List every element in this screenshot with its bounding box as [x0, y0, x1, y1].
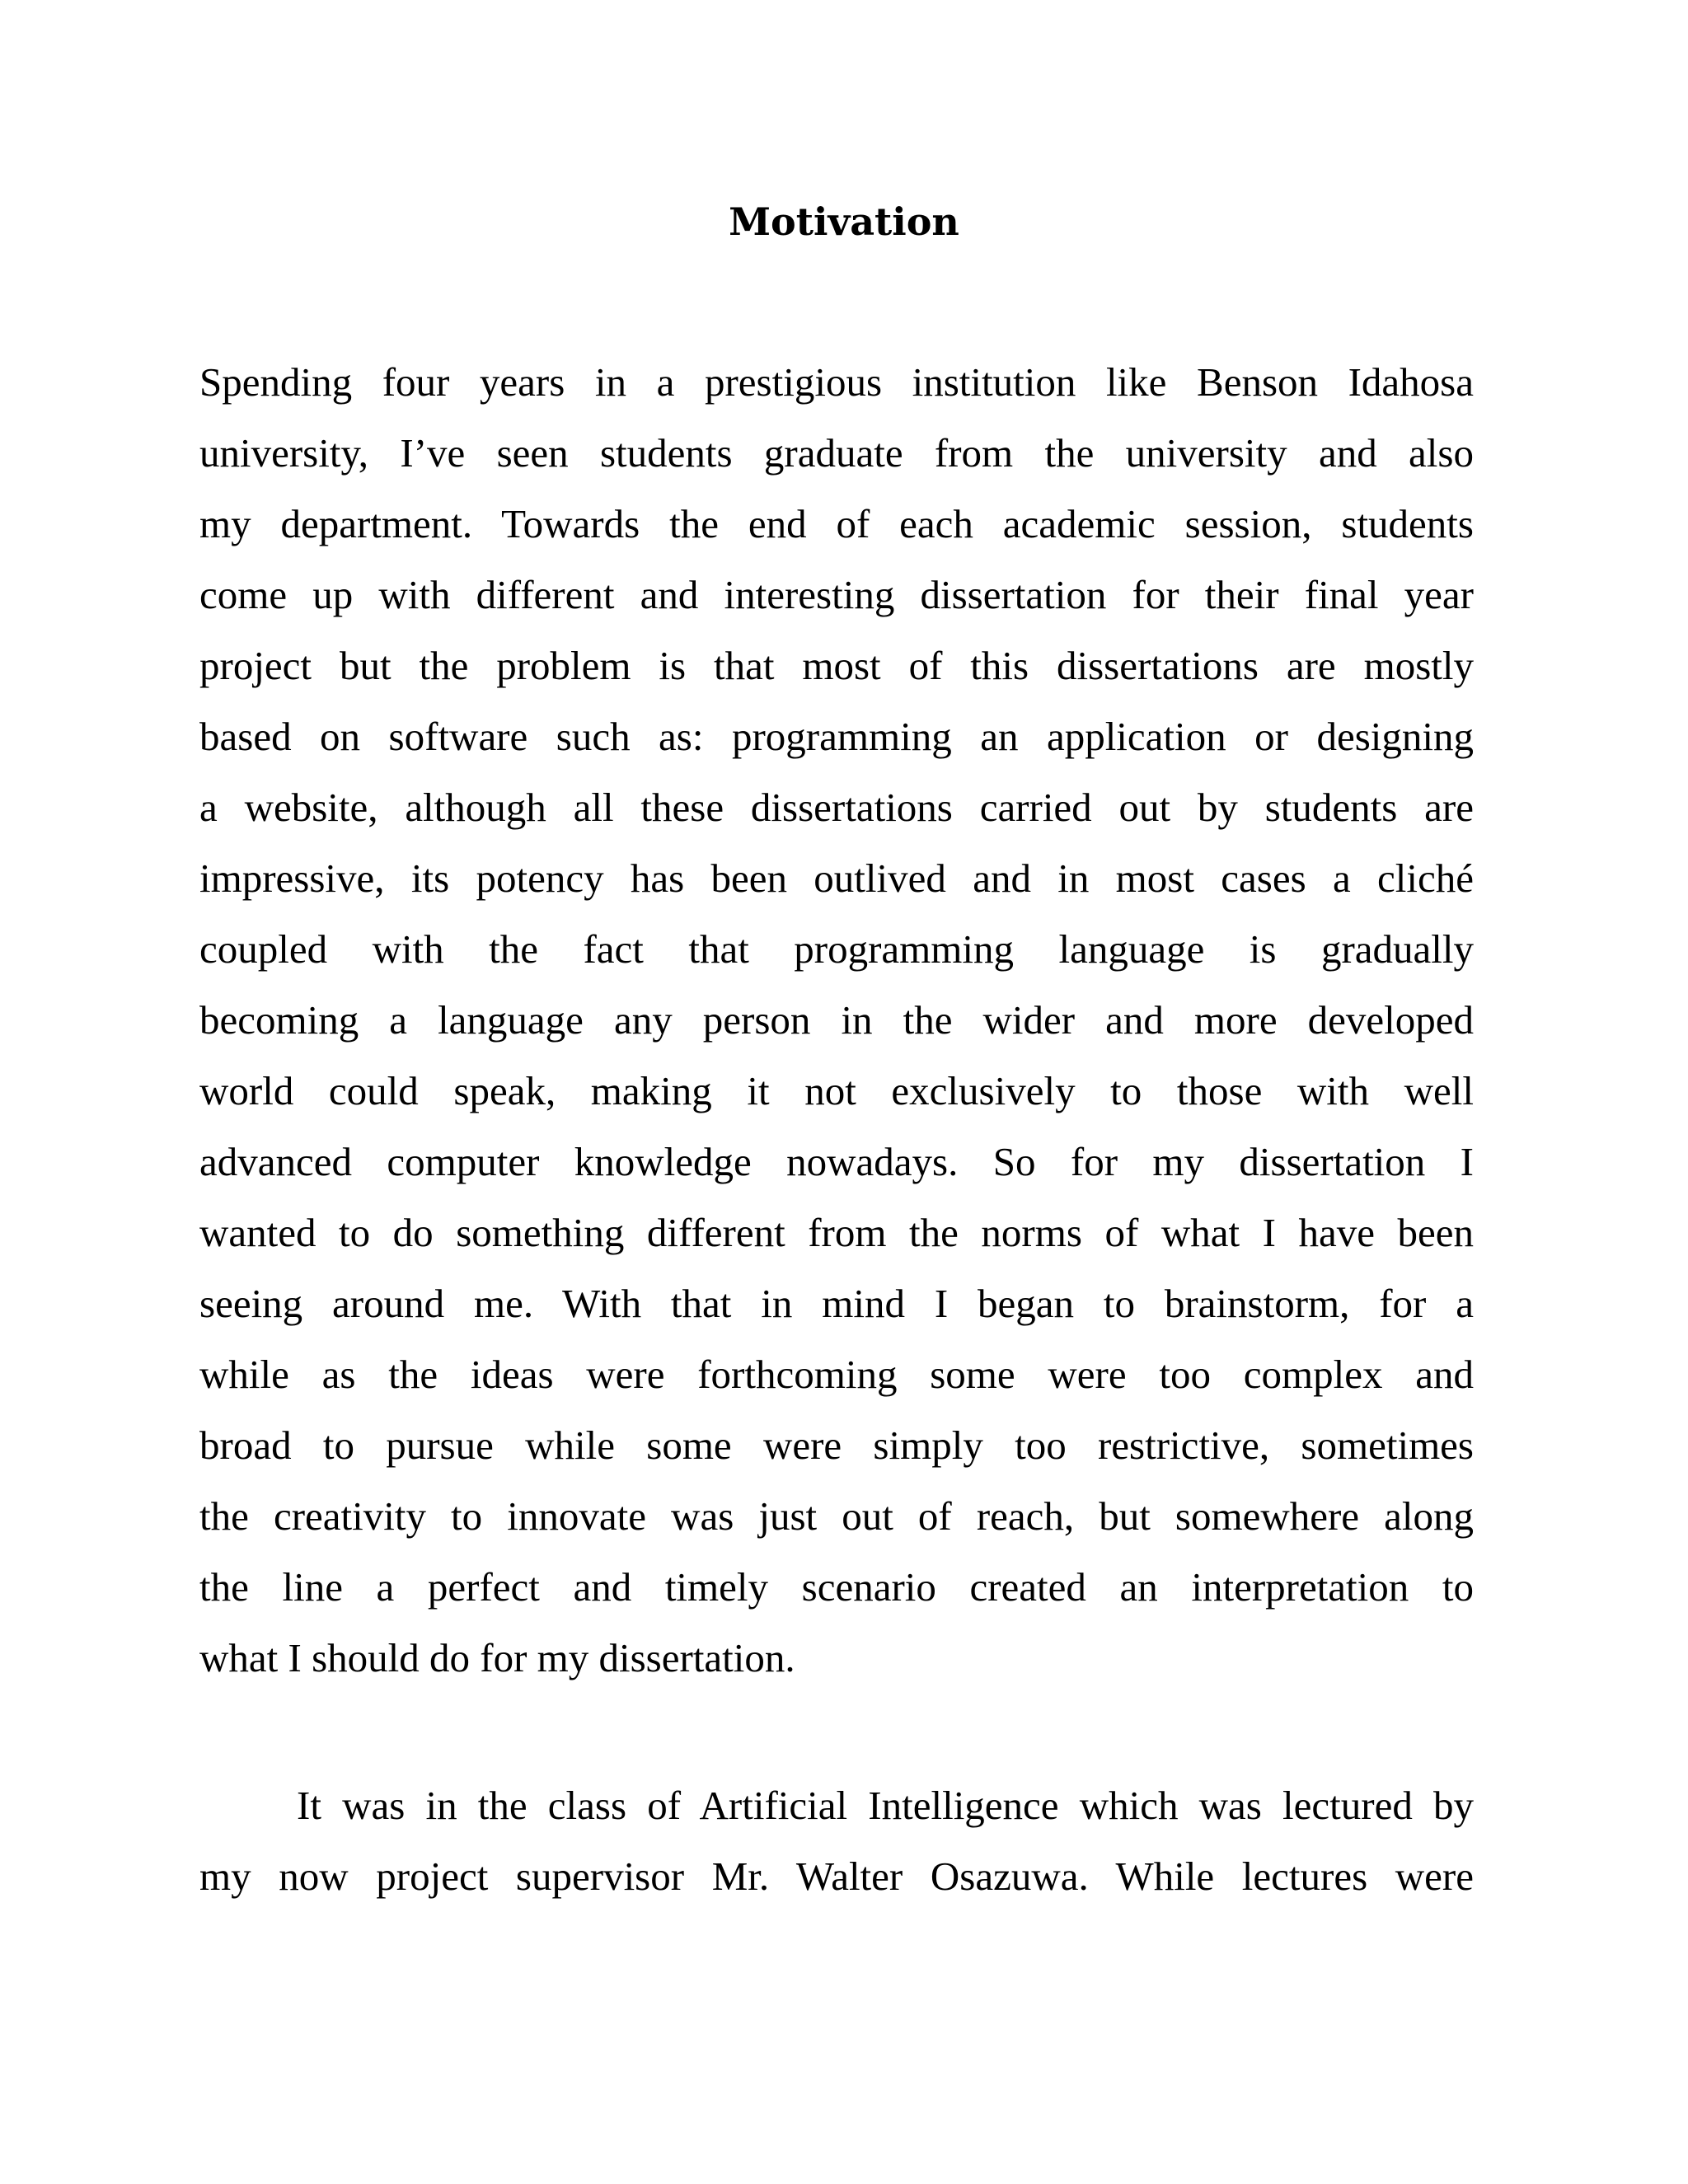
paragraph-2 — [199, 1770, 1474, 1912]
text-line: broad to pursue while some were simply too restrictive, sometimes — [199, 1422, 1474, 1468]
text-line: world could speak, making it not exclusively to those with well — [199, 1068, 1474, 1113]
text-line: university, I’ve seen students graduate from the university and also — [199, 430, 1474, 476]
text-line: the line a perfect and timely scenario created an interpretation to — [199, 1564, 1474, 1610]
text-line: seeing around me. With that in mind I began to brainstorm, for a — [199, 1281, 1474, 1326]
text-line: the creativity to innovate was just out of reach, but somewhere along — [199, 1493, 1474, 1539]
text-line: impressive, its potency has been outlived and in most cases a cliché — [199, 855, 1474, 901]
text-line: advanced computer knowledge nowadays. So for my dissertation I — [199, 1139, 1474, 1184]
paragraph-1 — [199, 347, 1474, 1694]
page-title: Motivation — [729, 199, 959, 244]
text-line: coupled with the fact that programming language is gradually — [199, 926, 1474, 972]
text-line: my department. Towards the end of each academic session, students — [199, 501, 1474, 546]
text-line: a website, although all these dissertations carried out by students are — [199, 785, 1474, 830]
text-line: based on software such as: programming an application or designing — [199, 714, 1474, 759]
text-line: while as the ideas were forthcoming some were too complex and — [199, 1352, 1474, 1397]
text-line: becoming a language any person in the wider and more developed — [199, 997, 1474, 1043]
text-line: Spending four years in a prestigious institution like Benson Idahosa — [199, 359, 1474, 405]
text-line: come up with different and interesting dissertation for their final year — [199, 572, 1474, 617]
text-line: my now project supervisor Mr. Walter Osazuwa. While lectures were — [199, 1854, 1474, 1899]
text-line: project but the problem is that most of this dissertations are mostly — [199, 643, 1474, 688]
text-line: what I should do for my dissertation. — [199, 1635, 795, 1680]
text-line: It was in the class of Artificial Intelligence which was lectured by — [297, 1783, 1474, 1828]
text-line: wanted to do something different from the norms of what I have been — [199, 1210, 1474, 1255]
